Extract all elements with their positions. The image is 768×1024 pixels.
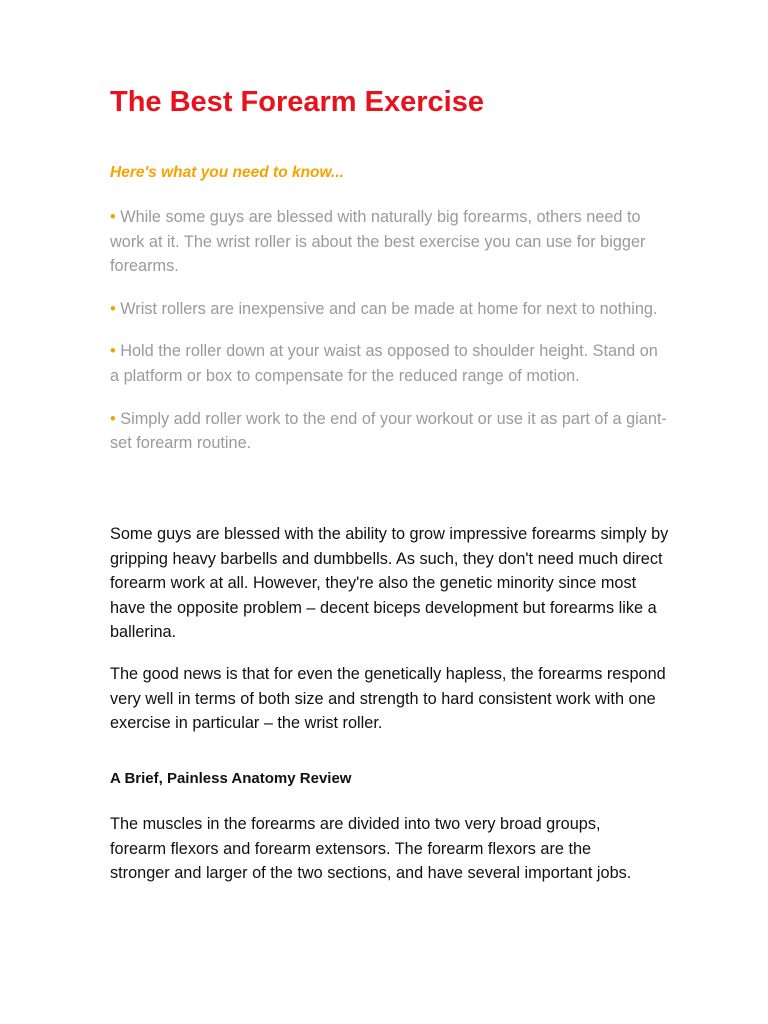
bullet-icon: • [110,409,116,428]
summary-bullet [110,205,670,279]
summary-bullet [110,407,670,456]
body-paragraph: The good news is that for even the genetically hapless, the forearms respond very well in terms of both size and strength to hard consistent work with one exercise in particular – the wrist roller. [110,665,666,733]
summary-bullet-text: Simply add roller work to the end of your workout or use it as part of a giant-set forearm routine. [110,409,667,453]
section-paragraph: The muscles in the forearms are divided into two very broad groups, forearm flexors and forearm extensors. The forearm flexors are the stronger and larger of the two sections, and have several important jobs. [110,815,632,883]
bullet-icon: • [110,342,116,361]
body-paragraph: Some guys are blessed with the ability to grow impressive forearms simply by gripping heavy barbells and dumbbells. As such, they don't need much direct forearm work at all. However, they're also the genetic minority since most have the opposite problem – decent biceps development but forearms like a ballerina. [110,525,669,642]
summary-bullet [110,339,670,388]
bullet-icon: • [110,299,116,318]
summary-bullet-text: Wrist rollers are inexpensive and can be made at home for next to nothing. [120,299,658,318]
section-heading: A Brief, Painless Anatomy Review [110,770,352,787]
summary-bullet-list [110,205,670,474]
summary-bullet-text: Hold the roller down at your waist as opposed to shoulder height. Stand on a platform or box to compensate for the reduced range of motion. [110,342,658,385]
summary-bullet-text: While some guys are blessed with naturally big forearms, others need to work at it. The wrist roller is about the best exercise you can use for bigger forearms. [110,208,646,276]
bullet-icon: • [110,208,116,226]
summary-kicker: Here's what you need to know... [110,164,344,181]
summary-bullet [110,297,670,322]
page-title: The Best Forearm Exercise [110,86,484,118]
